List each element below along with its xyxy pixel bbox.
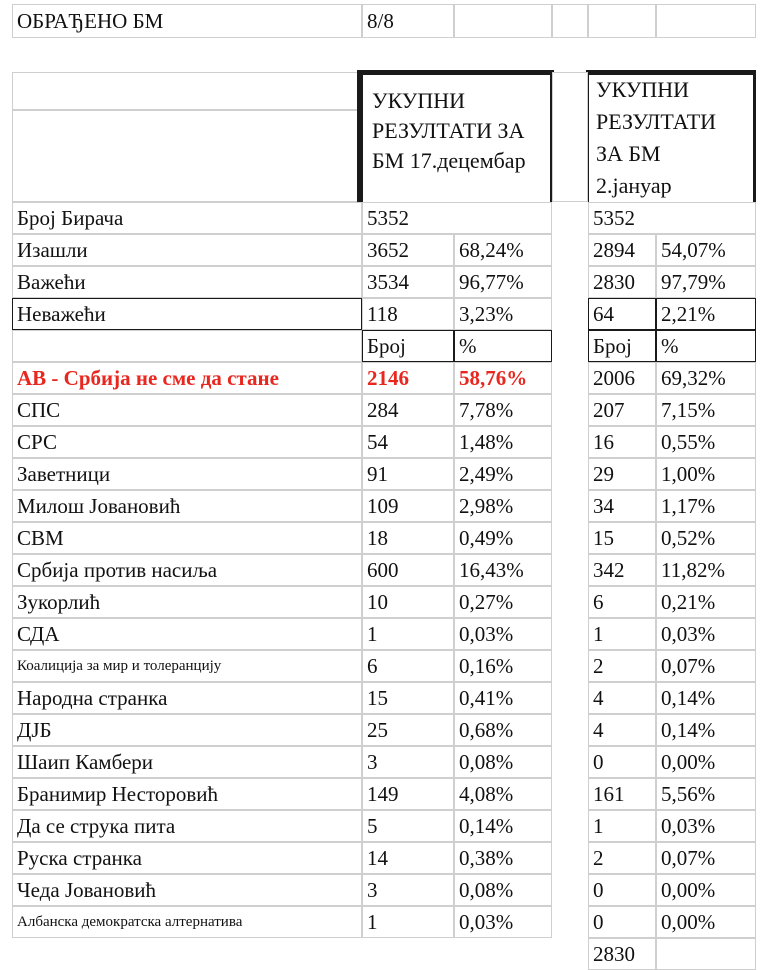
party-dec-percent: 0,16% <box>454 650 552 682</box>
party-jan-percent: 1,17% <box>656 490 756 522</box>
party-name: Албанска демократска алтернатива <box>12 906 362 938</box>
party-jan-count: 2 <box>588 842 656 874</box>
party-jan-percent: 0,52% <box>656 522 756 554</box>
party-dec-count: 18 <box>362 522 454 554</box>
party-jan-count: 1 <box>588 810 656 842</box>
empty-cell <box>12 110 362 202</box>
party-dec-count: 54 <box>362 426 454 458</box>
party-dec-percent: 0,08% <box>454 746 552 778</box>
party-jan-percent: 7,15% <box>656 394 756 426</box>
party-dec-percent: 0,41% <box>454 682 552 714</box>
party-jan-count: 1 <box>588 618 656 650</box>
stat-dec-count: 5352 <box>362 202 552 234</box>
party-jan-percent: 5,56% <box>656 778 756 810</box>
stat-label: Изашли <box>12 234 362 266</box>
party-jan-percent: 0,03% <box>656 810 756 842</box>
stat-jan-count: 64 <box>588 298 656 330</box>
party-name: Да се струка пита <box>12 810 362 842</box>
party-dec-percent: 0,14% <box>454 810 552 842</box>
party-dec-percent: 0,03% <box>454 906 552 938</box>
party-dec-count: 3 <box>362 874 454 906</box>
empty-cell <box>656 4 756 38</box>
col-header-dec-count: Број <box>362 330 454 362</box>
party-dec-count: 1 <box>362 618 454 650</box>
party-dec-percent: 0,38% <box>454 842 552 874</box>
party-dec-percent: 7,78% <box>454 394 552 426</box>
empty-cell <box>454 4 552 38</box>
party-dec-count: 91 <box>362 458 454 490</box>
stat-label: Неважећи <box>12 298 362 330</box>
stat-dec-percent: 3,23% <box>454 298 552 330</box>
party-dec-count: 14 <box>362 842 454 874</box>
party-name: СРС <box>12 426 362 458</box>
party-jan-percent: 0,00% <box>656 906 756 938</box>
party-dec-count: 2146 <box>362 362 454 394</box>
processed-label: ОБРАЂЕНО БМ <box>12 4 362 38</box>
party-dec-percent: 58,76% <box>454 362 552 394</box>
stat-jan-percent: 2,21% <box>656 298 756 330</box>
party-jan-count: 4 <box>588 714 656 746</box>
party-jan-percent: 0,00% <box>656 746 756 778</box>
party-dec-count: 6 <box>362 650 454 682</box>
party-name: Руска странка <box>12 842 362 874</box>
party-jan-count: 29 <box>588 458 656 490</box>
header-december-left-border <box>357 70 363 202</box>
col-header-jan-percent: % <box>656 330 756 362</box>
party-name: Чеда Јовановић <box>12 874 362 906</box>
stat-dec-count: 3534 <box>362 266 454 298</box>
party-name: СПС <box>12 394 362 426</box>
party-jan-percent: 1,00% <box>656 458 756 490</box>
party-jan-count: 342 <box>588 554 656 586</box>
party-jan-percent: 69,32% <box>656 362 756 394</box>
party-jan-count: 6 <box>588 586 656 618</box>
party-name: АВ - Србија не сме да стане <box>12 362 362 394</box>
party-dec-percent: 1,48% <box>454 426 552 458</box>
party-dec-percent: 2,49% <box>454 458 552 490</box>
party-name: ДЈБ <box>12 714 362 746</box>
party-jan-percent: 0,07% <box>656 650 756 682</box>
empty-cell <box>12 330 362 362</box>
party-jan-count: 0 <box>588 906 656 938</box>
col-header-dec-percent: % <box>454 330 552 362</box>
party-dec-count: 149 <box>362 778 454 810</box>
stat-dec-count: 118 <box>362 298 454 330</box>
party-dec-count: 15 <box>362 682 454 714</box>
stat-jan-count: 2830 <box>588 266 656 298</box>
party-dec-count: 600 <box>362 554 454 586</box>
party-name: Народна странка <box>12 682 362 714</box>
party-dec-count: 3 <box>362 746 454 778</box>
party-jan-percent: 0,21% <box>656 586 756 618</box>
party-name: Коалиција за мир и толеранцију <box>12 650 362 682</box>
party-jan-percent: 0,14% <box>656 682 756 714</box>
party-jan-percent: 0,00% <box>656 874 756 906</box>
header-january: УКУПНИ РЕЗУЛТАТИ ЗА БМ 2.јануар <box>596 77 717 198</box>
party-dec-percent: 4,08% <box>454 778 552 810</box>
party-jan-count: 4 <box>588 682 656 714</box>
processed-value: 8/8 <box>362 4 454 38</box>
stat-jan-percent: 54,07% <box>656 234 756 266</box>
party-jan-percent: 0,55% <box>656 426 756 458</box>
stat-jan-count: 5352 <box>588 202 756 234</box>
stat-dec-percent: 96,77% <box>454 266 552 298</box>
party-jan-percent: 0,03% <box>656 618 756 650</box>
empty-cell <box>656 938 756 970</box>
party-name: Милош Јовановић <box>12 490 362 522</box>
stat-jan-percent: 97,79% <box>656 266 756 298</box>
party-name: Зукорлић <box>12 586 362 618</box>
empty-cell <box>12 72 362 110</box>
party-jan-count: 34 <box>588 490 656 522</box>
party-dec-count: 109 <box>362 490 454 522</box>
header-december: УКУПНИ РЕЗУЛТАТИ ЗА БМ 17.децембар <box>372 88 526 173</box>
empty-cell <box>588 4 656 38</box>
party-jan-count: 161 <box>588 778 656 810</box>
header-january-right-border <box>753 70 756 202</box>
party-jan-percent: 11,82% <box>656 554 756 586</box>
party-jan-count: 0 <box>588 874 656 906</box>
stat-dec-percent: 68,24% <box>454 234 552 266</box>
party-dec-percent: 2,98% <box>454 490 552 522</box>
party-jan-count: 207 <box>588 394 656 426</box>
party-jan-percent: 0,07% <box>656 842 756 874</box>
party-dec-count: 1 <box>362 906 454 938</box>
header-december-top-border <box>358 70 554 75</box>
party-jan-count: 0 <box>588 746 656 778</box>
party-name: Србија против насиља <box>12 554 362 586</box>
party-jan-percent: 0,14% <box>656 714 756 746</box>
party-jan-count: 2 <box>588 650 656 682</box>
header-january-top-border <box>586 70 756 75</box>
party-jan-count: 15 <box>588 522 656 554</box>
stat-label: Важећи <box>12 266 362 298</box>
party-jan-count: 2006 <box>588 362 656 394</box>
party-dec-count: 25 <box>362 714 454 746</box>
party-dec-percent: 0,08% <box>454 874 552 906</box>
party-dec-percent: 0,27% <box>454 586 552 618</box>
party-dec-count: 5 <box>362 810 454 842</box>
stat-jan-count: 2894 <box>588 234 656 266</box>
party-name: СВМ <box>12 522 362 554</box>
party-name: СДА <box>12 618 362 650</box>
col-header-jan-count: Број <box>588 330 656 362</box>
party-dec-count: 10 <box>362 586 454 618</box>
party-dec-percent: 0,49% <box>454 522 552 554</box>
party-name: Заветници <box>12 458 362 490</box>
stat-dec-count: 3652 <box>362 234 454 266</box>
stat-label: Број Бирача <box>12 202 362 234</box>
empty-cell <box>552 4 588 38</box>
party-name: Шаип Камбери <box>12 746 362 778</box>
party-dec-percent: 0,03% <box>454 618 552 650</box>
party-dec-percent: 16,43% <box>454 554 552 586</box>
total-jan: 2830 <box>588 938 656 970</box>
party-jan-count: 16 <box>588 426 656 458</box>
party-dec-percent: 0,68% <box>454 714 552 746</box>
party-dec-count: 284 <box>362 394 454 426</box>
party-name: Бранимир Несторовић <box>12 778 362 810</box>
empty-cell <box>552 72 588 202</box>
